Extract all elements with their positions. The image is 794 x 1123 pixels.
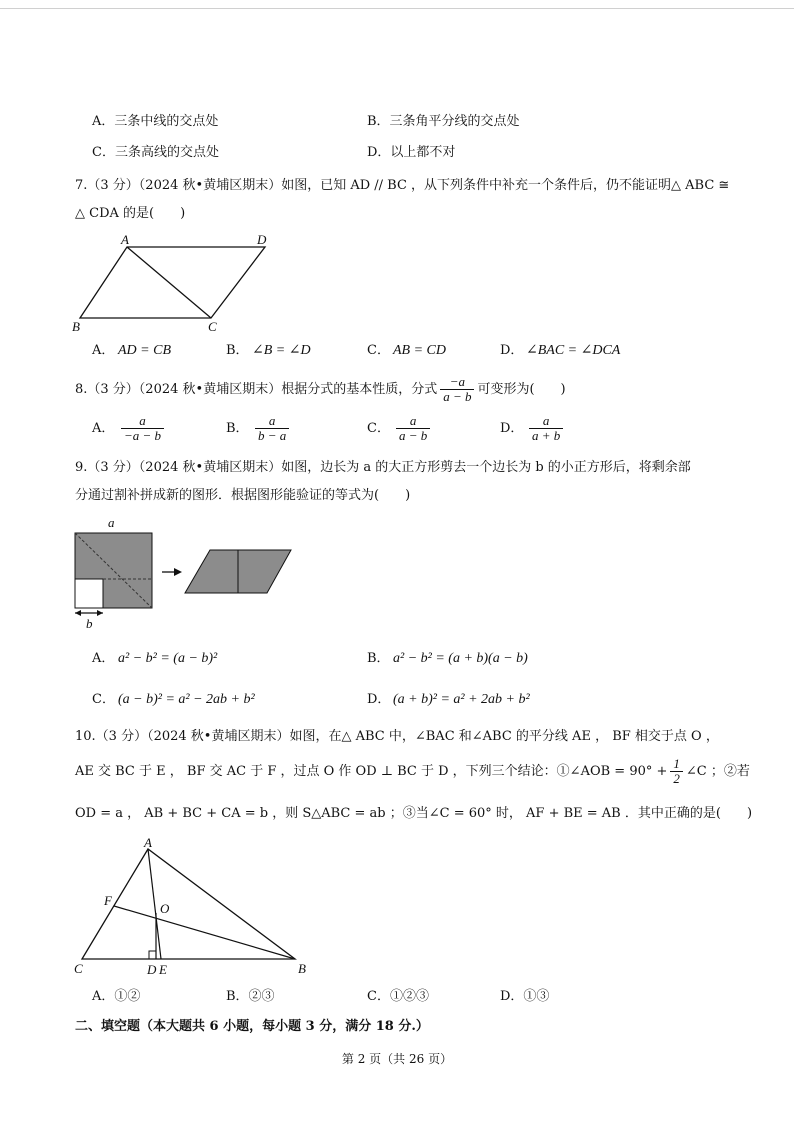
- q7-option-b-label: B．: [226, 343, 249, 358]
- q10-label-c: C: [74, 961, 83, 976]
- q10-stem-line1: 10.（3 分）（2024 秋•黄埔区期末）如图，在△ ABC 中，∠BAC 和∠ABC 的平分线 AE ， BF 相交于点 O ，: [75, 729, 719, 744]
- q7-option-b-math: ∠B = ∠D: [252, 343, 311, 358]
- q10-half-denominator: 2: [673, 771, 680, 786]
- q9-option-b: [367, 650, 528, 668]
- q7-stem-line2: △ CDA 的是( ): [75, 206, 186, 221]
- q8-option-c: [367, 411, 433, 447]
- q7-label-c: C: [208, 319, 217, 334]
- q8-option-a: [92, 411, 167, 447]
- q9-label-b: b: [86, 616, 93, 631]
- q9-b-arrow-right: [97, 610, 103, 616]
- q8-option-a-label: A．: [92, 421, 115, 436]
- q10-label-a: A: [144, 835, 152, 850]
- q9-stem-line2: 分通过割补拼成新的图形．根据图形能验证的等式为( ): [75, 488, 411, 503]
- q7-option-d-label: D．: [500, 343, 524, 358]
- q7-option-d-math: ∠BAC = ∠DCA: [526, 343, 621, 358]
- q9-option-d-label: D．: [367, 692, 391, 707]
- q10-option-a: A．①②: [92, 989, 141, 1004]
- q8-option-c-numerator: a: [396, 414, 430, 429]
- q8-stem-numerator: −a: [440, 375, 474, 390]
- q10-label-e: E: [159, 962, 167, 977]
- q8-option-b-denominator: b − a: [258, 428, 287, 443]
- q8-stem-before: 8.（3 分）（2024 秋•黄埔区期末）根据分式的基本性质，分式: [75, 382, 438, 397]
- q9-option-a-math: a² − b² = (a − b)²: [118, 651, 218, 666]
- q8-stem: [75, 372, 566, 408]
- q10-option-d: D．①③: [500, 989, 550, 1004]
- q8-option-b-fraction: [255, 414, 289, 443]
- q10-label-d: D: [147, 962, 157, 977]
- q9-option-c: [92, 691, 255, 709]
- q8-option-c-fraction: [396, 414, 430, 443]
- q9-option-d-math: (a + b)² = a² + 2ab + b²: [393, 692, 530, 707]
- q9-option-b-label: B．: [367, 651, 390, 666]
- q8-option-c-denominator: a − b: [399, 428, 428, 443]
- q9-small-square: [75, 579, 103, 608]
- q10-stem-line2-before: AE 交 BC 于 E ， BF 交 AC 于 F ，过点 O 作 OD ⊥ BC 于 D ，下列三个结论：①∠AOB = 90° +: [75, 764, 668, 779]
- q6-option-d: D．以上都不对: [367, 145, 456, 160]
- q8-option-b-numerator: a: [255, 414, 289, 429]
- q9-option-c-label: C．: [92, 692, 115, 707]
- q8-option-d-numerator: a: [529, 414, 563, 429]
- section2-title: 二、填空题（本大题共 6 小题，每小题 3 分，满分 18 分.）: [75, 1019, 429, 1034]
- q7-option-c-math: AB = CD: [393, 343, 446, 358]
- q8-option-a-denominator: −a − b: [124, 428, 162, 443]
- q7-stem-line1: 7.（3 分）（2024 秋•黄埔区期末）如图，已知 AD // BC ，从下列条件中补充一个条件后，仍不能证明△ ABC ≅: [75, 178, 730, 193]
- q7-option-c-label: C．: [367, 343, 390, 358]
- q8-stem-fraction: [440, 375, 474, 404]
- q7-option-c: [367, 342, 446, 360]
- q10-stem-line2: [75, 755, 750, 789]
- q9-option-c-math: (a − b)² = a² − 2ab + b²: [118, 692, 255, 707]
- q7-parallelogram: [80, 247, 265, 318]
- q7-option-a-math: AD = CB: [118, 343, 171, 358]
- page-top-border: [0, 8, 794, 9]
- q7-option-a: [92, 342, 171, 360]
- q8-option-a-fraction: [121, 414, 164, 443]
- q8-option-c-label: C．: [367, 421, 390, 436]
- q9-b-arrow-left: [75, 610, 81, 616]
- q7-diagonal-ac: [127, 247, 211, 318]
- q7-option-b: [226, 342, 311, 360]
- q8-option-b-label: B．: [226, 421, 249, 436]
- q10-label-o: O: [160, 901, 170, 916]
- page-footer: 第 2 页（共 26 页）: [341, 1052, 453, 1066]
- q10-label-b: B: [298, 961, 306, 976]
- q6-option-a: A．三条中线的交点处: [92, 114, 219, 129]
- q7-label-a: A: [121, 232, 129, 247]
- q7-label-b: B: [72, 319, 80, 334]
- q9-option-a-label: A．: [92, 651, 115, 666]
- q10-stem-line3: OD = a ， AB + BC + CA = b ，则 S△ABC = ab ；③当∠C = 60° 时， AF + BE = AB ．其中正确的是( ): [75, 806, 753, 821]
- q8-option-a-numerator: a: [121, 414, 164, 429]
- q9-transform-arrowhead: [174, 568, 182, 576]
- q8-stem-after: 可变形为( ): [477, 382, 566, 397]
- q10-stem-line2-after: ∠C ；②若: [685, 764, 750, 779]
- q10-option-c: C．①②③: [367, 989, 429, 1004]
- q9-option-a: [92, 650, 217, 668]
- q8-stem-denominator: a − b: [443, 389, 472, 404]
- q7-parallelogram-figure: [70, 230, 270, 340]
- q10-half-numerator: 1: [670, 757, 683, 772]
- q9-option-d: [367, 691, 530, 709]
- q8-option-d-label: D．: [500, 421, 524, 436]
- q10-option-b: B．②③: [226, 989, 275, 1004]
- q8-option-d-denominator: a + b: [532, 428, 561, 443]
- q8-option-d: [500, 411, 566, 447]
- q8-option-b: [226, 411, 292, 447]
- q8-option-d-fraction: [529, 414, 563, 443]
- q7-label-d: D: [257, 232, 267, 247]
- q10-half-fraction: [670, 757, 683, 786]
- q9-label-a: a: [108, 515, 115, 530]
- q10-right-angle-mark: [149, 951, 156, 959]
- q9-stem-line1: 9.（3 分）（2024 秋•黄埔区期末）如图，边长为 a 的大正方形剪去一个边长为 b 的小正方形后，将剩余部: [75, 460, 691, 475]
- q9-option-b-math: a² − b² = (a + b)(a − b): [393, 651, 528, 666]
- q6-option-b: B．三条角平分线的交点处: [367, 114, 520, 129]
- q9-square-figure: [70, 513, 300, 633]
- q7-option-a-label: A．: [92, 343, 115, 358]
- q7-option-d: [500, 342, 620, 360]
- q6-option-c: C．三条高线的交点处: [92, 145, 219, 160]
- q10-bisector-bf: [114, 906, 295, 959]
- q10-label-f: F: [104, 893, 112, 908]
- q10-triangle-figure: [70, 835, 310, 983]
- q10-triangle-abc: [82, 849, 295, 959]
